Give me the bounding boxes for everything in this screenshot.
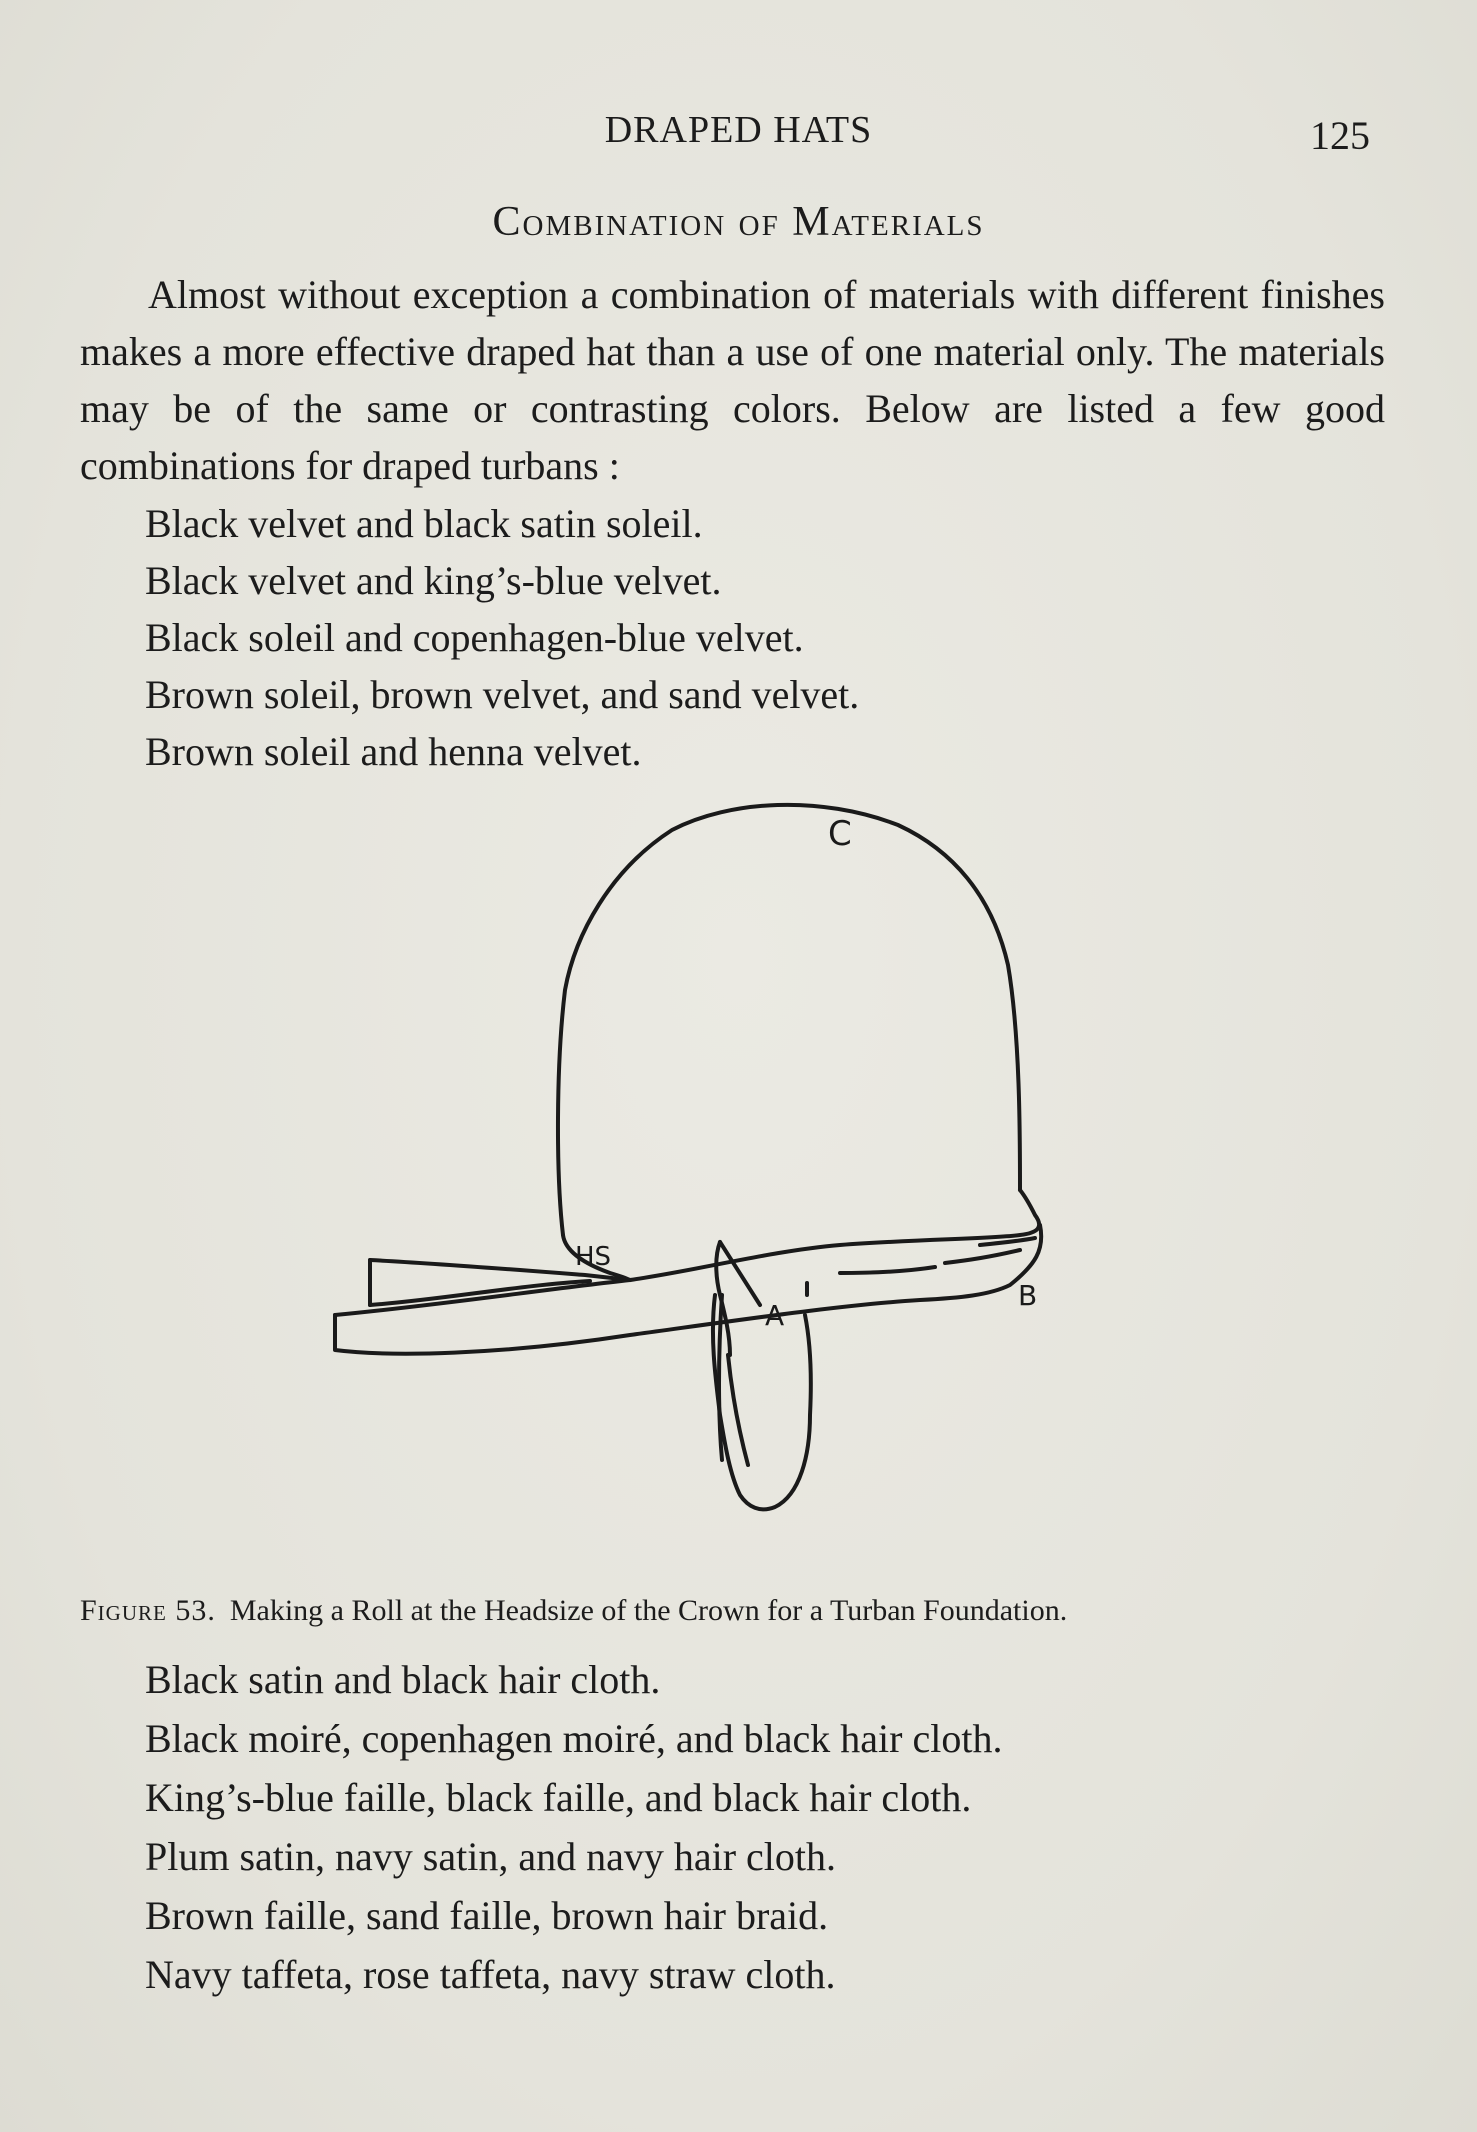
- list-item: Black satin and black hair cloth.: [145, 1657, 661, 1702]
- figure-caption: [80, 1594, 1385, 1628]
- label-headsize: HS: [575, 1242, 612, 1272]
- roll-front: [335, 1225, 1041, 1354]
- list-item: Plum satin, navy satin, and navy hair cloth.: [145, 1834, 836, 1879]
- list-item: King’s-blue faille, black faille, and black hair cloth.: [145, 1775, 972, 1820]
- crown-outline: [558, 805, 1020, 1235]
- list-item: Black velvet and black satin soleil.: [145, 501, 703, 546]
- list-item: Brown soleil and henna velvet.: [145, 729, 642, 774]
- combination-list-bottom: [145, 1650, 1002, 2004]
- list-item: Brown soleil, brown velvet, and sand velvet.: [145, 672, 860, 717]
- list-item: Black velvet and king’s-blue velvet.: [145, 558, 722, 603]
- stitch-line-b2: [945, 1250, 1020, 1263]
- tie-line-a: [719, 1295, 722, 1460]
- roll-front-top: [335, 1280, 630, 1315]
- figure-caption-label: Figure 53.: [80, 1594, 216, 1627]
- hanging-tie-inner: [728, 1355, 748, 1465]
- roll-flap-inner: [370, 1281, 590, 1305]
- intro-paragraph: Almost without exception a combination of materials with different finishes makes a more effective draped hat than a use of one material only. The materials may be of the same or contrasting colors. Below are listed a few good combinations for draped turbans :: [80, 272, 1385, 488]
- running-head: DRAPED HATS: [604, 109, 873, 151]
- turban-foundation-figure: [320, 795, 1140, 1595]
- label-a: A: [765, 1299, 785, 1332]
- section-title: Combination of Materials: [492, 199, 985, 245]
- list-item: Black moiré, copenhagen moiré, and black hair cloth.: [145, 1716, 1003, 1761]
- roll-top-edge: [630, 1190, 1039, 1280]
- combination-list-top: [145, 495, 859, 780]
- label-b: B: [1018, 1279, 1038, 1312]
- list-item: Brown faille, sand faille, brown hair braid.: [145, 1893, 829, 1938]
- pin-line-a: [720, 1242, 760, 1305]
- list-item: Black soleil and copenhagen-blue velvet.: [145, 615, 804, 660]
- stitch-line-b: [840, 1267, 935, 1273]
- page-number: 125: [1310, 113, 1370, 158]
- figure-caption-text: Making a Roll at the Headsize of the Crown for a Turban Foundation.: [229, 1594, 1068, 1627]
- label-crown: C: [828, 814, 852, 854]
- list-item: Navy taffeta, rose taffeta, navy straw cloth.: [145, 1952, 836, 1997]
